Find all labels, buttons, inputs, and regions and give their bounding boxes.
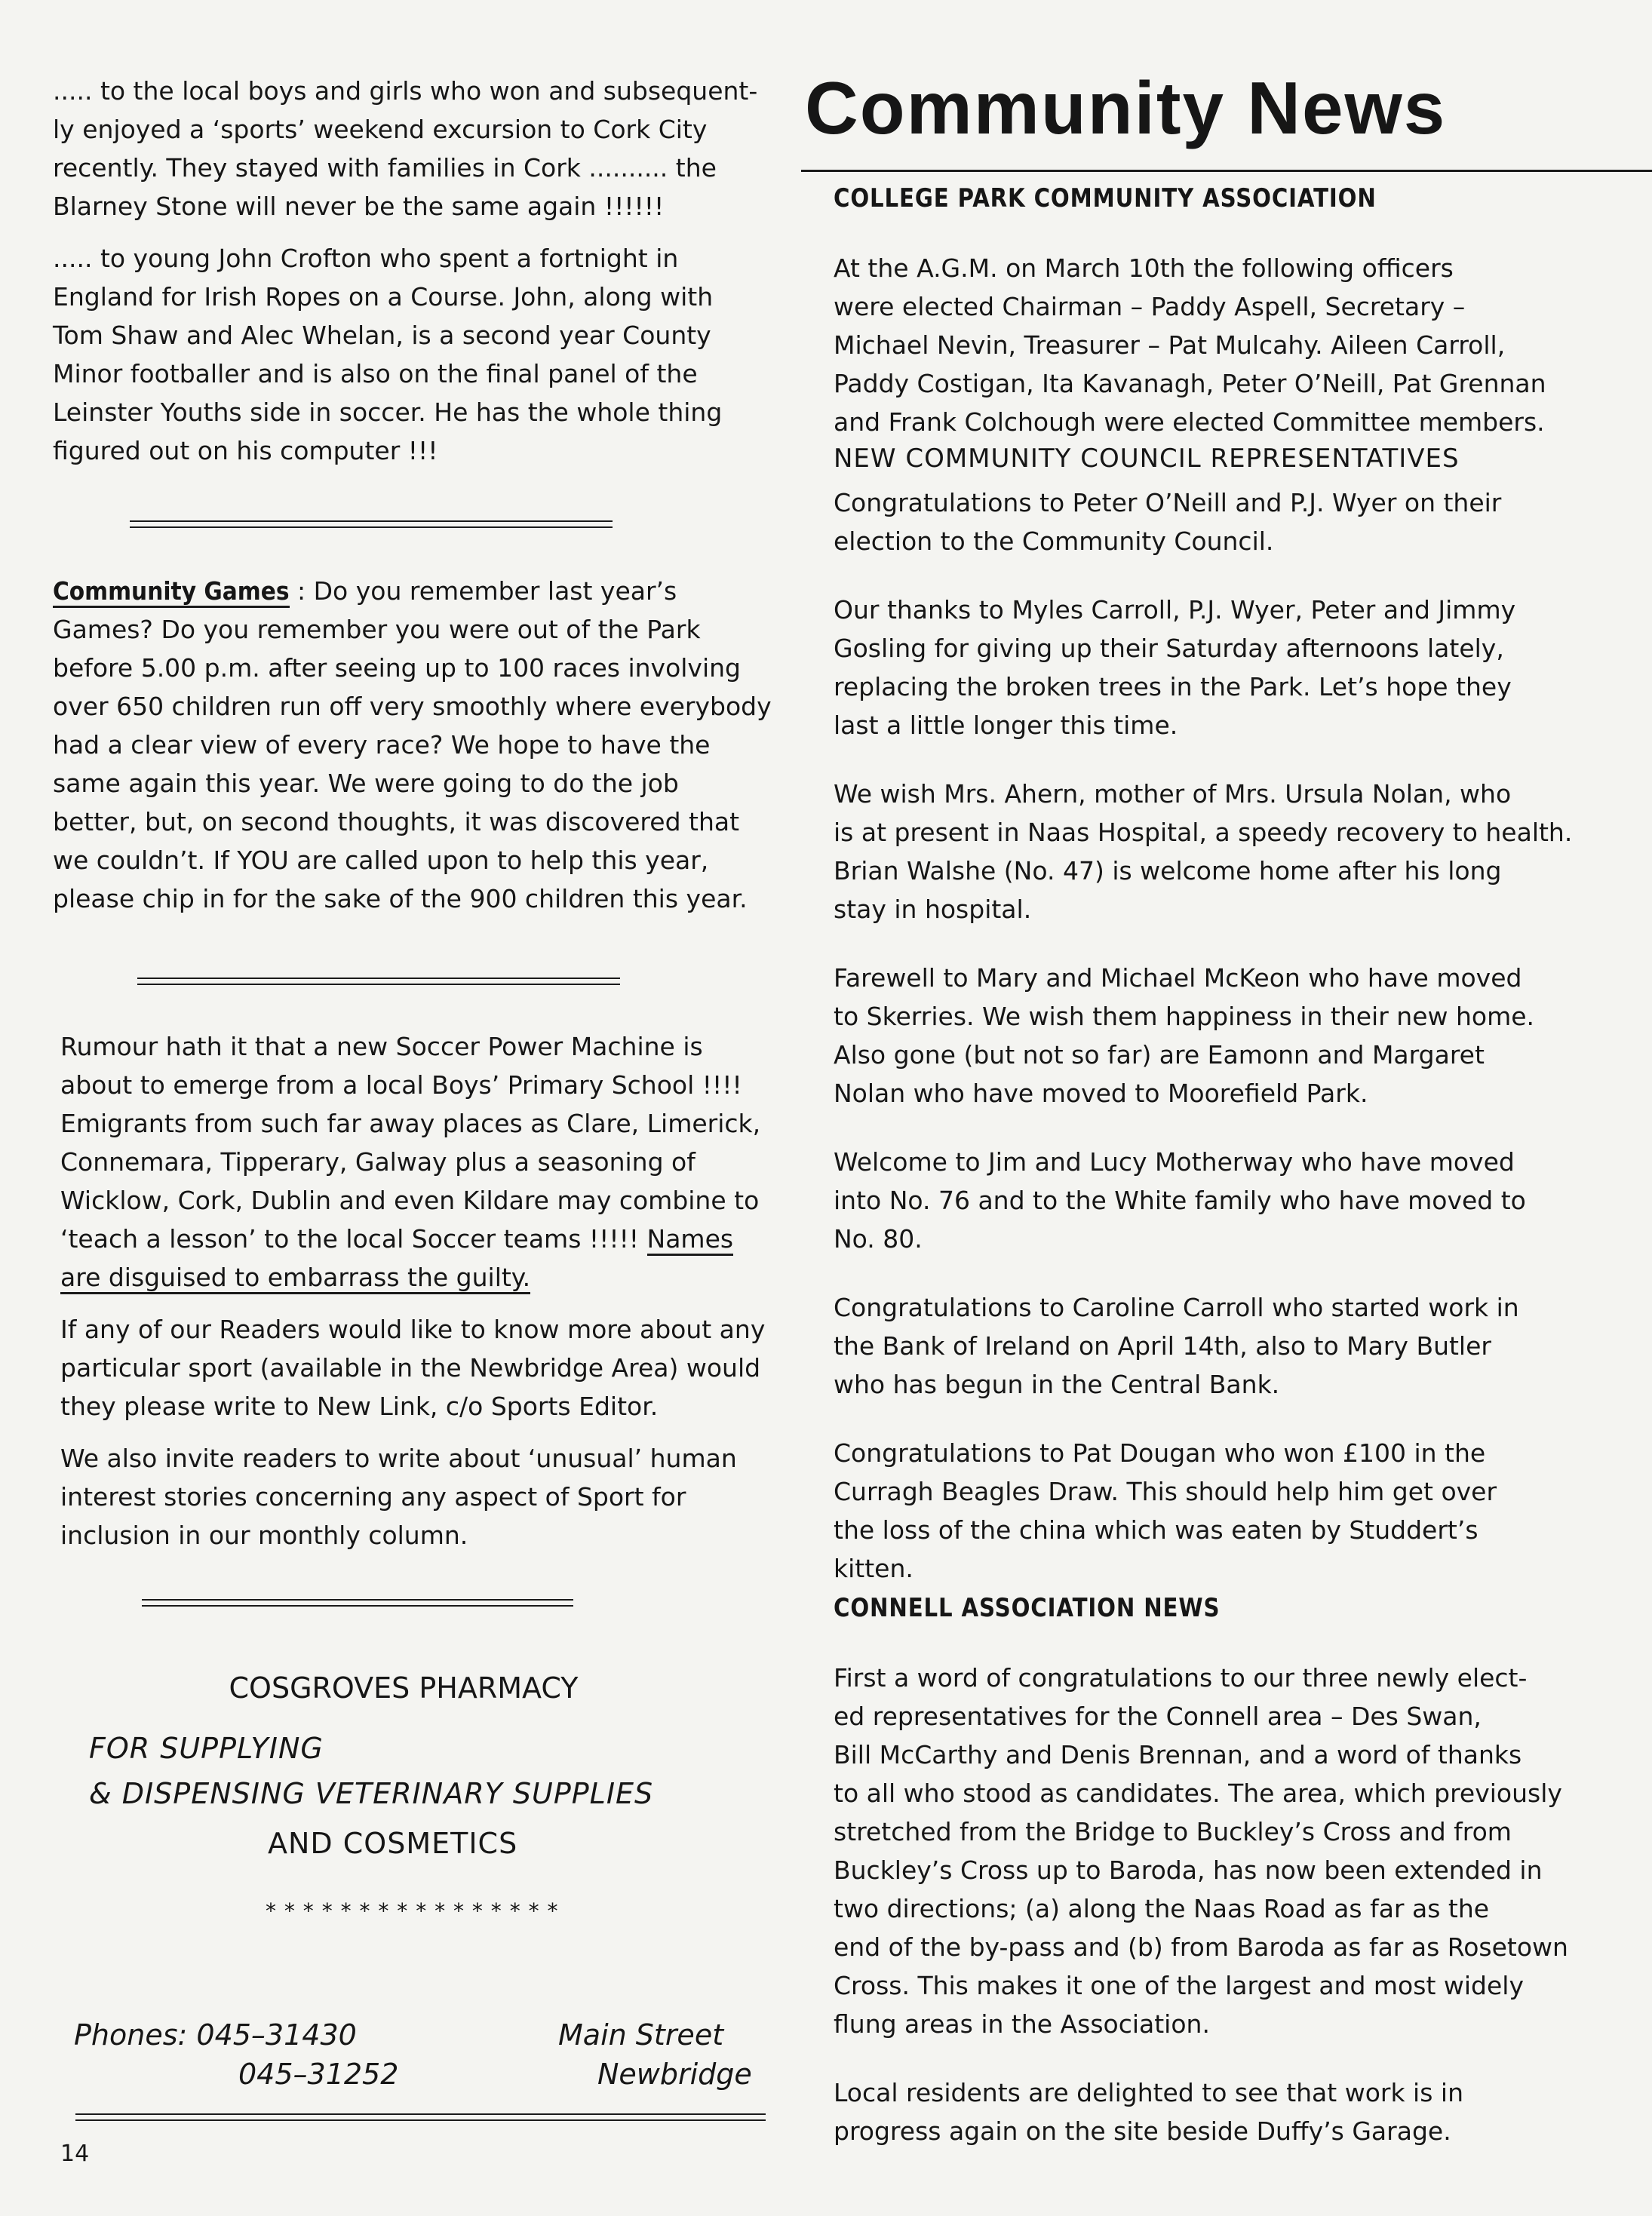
stars-separator: * * * * * * * * * * * * * * * *	[266, 1898, 559, 1923]
council-paragraph	[834, 483, 1618, 560]
new-job-paragraph	[834, 1288, 1618, 1404]
text-line: We wish Mrs. Ahern, mother of Mrs. Ursula Nolan, who	[834, 779, 1512, 809]
text-line: same again this year. We were going to do the job	[53, 769, 679, 798]
sports-excursion-paragraph	[53, 72, 800, 226]
readers-paragraph	[60, 1310, 807, 1426]
text-line: better, but, on second thoughts, it was discovered that	[53, 807, 740, 836]
community-games-paragraph	[53, 572, 800, 918]
text-line: to Skerries. We wish them happiness in their new home.	[834, 1002, 1535, 1031]
text-line: progress again on the site beside Duffy’s Garage.	[834, 2116, 1451, 2146]
left-column	[53, 72, 800, 470]
text-line: At the A.G.M. on March 10th the following officers	[834, 253, 1454, 283]
text-line: Games? Do you remember you were out of the Park	[53, 615, 701, 644]
text-line: had a clear view of every race? We hope to have the	[53, 730, 711, 760]
text-line: stay in hospital.	[834, 895, 1032, 924]
text-line	[53, 572, 800, 610]
text-line: Congratulations to Peter O’Neill and P.J. Wyer on their	[834, 488, 1502, 517]
phone-number: 045–31252	[238, 2058, 399, 2091]
divider	[142, 1599, 573, 1607]
text-line: to all who stood as candidates. The area, which previously	[834, 1779, 1562, 1808]
text-line: Congratulations to Caroline Carroll who started work in	[834, 1293, 1519, 1322]
text-line: about to emerge from a local Boys’ Primary School !!!!	[60, 1070, 742, 1100]
welcome-paragraph	[834, 1143, 1618, 1258]
text-line: Curragh Beagles Draw. This should help him get over	[834, 1477, 1497, 1506]
rumour-paragraph	[60, 1027, 807, 1297]
ad-line: AND COSMETICS	[268, 1827, 518, 1860]
ad-line: FOR SUPPLYING	[89, 1732, 324, 1765]
text-line: flung areas in the Association.	[834, 2009, 1210, 2039]
text-line: Brian Walshe (No. 47) is welcome home after his long	[834, 856, 1502, 885]
text-line: Connemara, Tipperary, Galway plus a seasoning of	[60, 1147, 695, 1177]
text-line: we couldn’t. If YOU are called upon to help this year,	[53, 846, 709, 875]
text-line: particular sport (available in the Newbridge Area) would	[60, 1353, 761, 1383]
farewell-paragraph	[834, 959, 1618, 1113]
text-line: they please write to New Link, c/o Sports Editor.	[60, 1392, 659, 1421]
text-line: last a little longer this time.	[834, 711, 1178, 740]
page-number: 14	[60, 2141, 90, 2167]
phones-line	[74, 2015, 398, 2094]
text-line: England for Irish Ropes on a Course. John, along with	[53, 282, 714, 312]
text-line	[60, 1258, 807, 1297]
john-crofton-paragraph	[53, 239, 800, 470]
right-column	[834, 181, 1618, 2150]
text-line: Michael Nevin, Treasurer – Pat Mulcahy. Aileen Carroll,	[834, 330, 1506, 360]
text-line: ..... to the local boys and girls who won and subsequent-	[53, 76, 758, 106]
ad-line: & DISPENSING VETERINARY SUPPLIES	[89, 1777, 654, 1810]
invite-paragraph	[60, 1439, 807, 1555]
section-heading: CONNELL ASSOCIATION NEWS	[834, 1593, 1221, 1623]
text-line: Also gone (but not so far) are Eamonn and Margaret	[834, 1040, 1485, 1070]
text-line: inclusion in our monthly column.	[60, 1521, 468, 1550]
text-line: Buckley’s Cross up to Baroda, has now been extended in	[834, 1855, 1543, 1885]
text-span: ‘teach a lesson’ to the local Soccer teams !!!!!	[60, 1224, 647, 1254]
address-town: Newbridge	[597, 2058, 752, 2091]
text-line: interest stories concerning any aspect of Sport for	[60, 1482, 686, 1512]
text-line: kitten.	[834, 1554, 914, 1583]
underlined-text: Names	[647, 1224, 734, 1256]
section-subheading: NEW COMMUNITY COUNCIL REPRESENTATIVES	[834, 444, 1460, 474]
text-line: Gosling for giving up their Saturday afternoons lately,	[834, 634, 1504, 663]
address	[558, 2015, 752, 2094]
text-line: ..... to young John Crofton who spent a fortnight in	[53, 244, 679, 273]
text-line: First a word of congratulations to our three newly elect-	[834, 1663, 1528, 1693]
text-line: figured out on his computer !!!	[53, 436, 438, 465]
get-well-paragraph	[834, 775, 1618, 928]
text-line: Rumour hath it that a new Soccer Power Machine is	[60, 1032, 703, 1061]
connell-paragraph	[834, 1659, 1618, 2043]
text-line: Local residents are delighted to see that work is in	[834, 2078, 1463, 2107]
text-line: two directions; (a) along the Naas Road as far as the	[834, 1894, 1490, 1923]
text-line: before 5.00 p.m. after seeing up to 100 races involving	[53, 653, 741, 683]
text-line: If any of our Readers would like to know more about any	[60, 1315, 766, 1344]
text-line: Leinster Youths side in soccer. He has the whole thing	[53, 397, 723, 427]
text-span: : Do you remember last year’s	[289, 576, 677, 606]
text-line: Nolan who have moved to Moorefield Park.	[834, 1079, 1368, 1108]
text-line: replacing the broken trees in the Park. Let’s hope they	[834, 672, 1512, 701]
divider	[75, 2113, 766, 2121]
underlined-text: are disguised to embarrass the guilty.	[60, 1263, 530, 1294]
pharmacy-name: COSGROVES PHARMACY	[229, 1671, 579, 1705]
text-line: ed representatives for the Connell area – Des Swan,	[834, 1702, 1482, 1731]
title-rule	[801, 170, 1652, 172]
draw-winner-paragraph	[834, 1434, 1618, 1588]
text-line: We also invite readers to write about ‘unusual’ human	[60, 1444, 737, 1473]
text-line: Wicklow, Cork, Dublin and even Kildare may combine to	[60, 1186, 760, 1215]
text-line: please chip in for the sake of the 900 children this year.	[53, 884, 748, 913]
text-line: Bill McCarthy and Denis Brennan, and a word of thanks	[834, 1740, 1522, 1769]
text-line: and Frank Colchough were elected Committee members.	[834, 407, 1545, 437]
text-line: Welcome to Jim and Lucy Motherway who have moved	[834, 1147, 1515, 1177]
agm-paragraph	[834, 249, 1618, 441]
community-games-heading: Community Games	[53, 576, 290, 608]
text-line: end of the by-pass and (b) from Baroda as far as Rosetown	[834, 1932, 1568, 1962]
text-line: is at present in Naas Hospital, a speedy recovery to health.	[834, 818, 1573, 847]
text-line: Cross. This makes it one of the largest and most widely	[834, 1971, 1524, 2000]
address-street: Main Street	[558, 2018, 724, 2052]
phone-number: Phones: 045–31430	[74, 2018, 357, 2052]
text-line: Paddy Costigan, Ita Kavanagh, Peter O’Neill, Pat Grennan	[834, 369, 1546, 398]
text-line: Blarney Stone will never be the same again !!!!!!	[53, 192, 665, 221]
text-line: Our thanks to Myles Carroll, P.J. Wyer, Peter and Jimmy	[834, 595, 1516, 625]
text-line: No. 80.	[834, 1224, 923, 1254]
text-line: the Bank of Ireland on April 14th, also to Mary Butler	[834, 1331, 1491, 1361]
text-line: Congratulations to Pat Dougan who won £100 in the	[834, 1438, 1486, 1468]
text-line: ly enjoyed a ‘sports’ weekend excursion to Cork City	[53, 115, 708, 144]
text-line: the loss of the china which was eaten by Studdert’s	[834, 1515, 1479, 1545]
text-line: Tom Shaw and Alec Whelan, is a second year County	[53, 321, 711, 350]
text-line: stretched from the Bridge to Buckley’s Cross and from	[834, 1817, 1512, 1846]
soccer-section	[60, 1027, 807, 1555]
text-line: who has begun in the Central Bank.	[834, 1370, 1280, 1399]
page-title: Community News	[805, 66, 1447, 149]
text-line: Farewell to Mary and Michael McKeon who have moved	[834, 963, 1522, 993]
residents-paragraph	[834, 2073, 1618, 2150]
text-line: Emigrants from such far away places as Clare, Limerick,	[60, 1109, 761, 1138]
thanks-paragraph	[834, 591, 1618, 744]
text-line: election to the Community Council.	[834, 526, 1274, 556]
text-line: over 650 children run off very smoothly where everybody	[53, 692, 772, 721]
text-line: into No. 76 and to the White family who have moved to	[834, 1186, 1526, 1215]
text-line	[60, 1220, 807, 1258]
pharmacy-advert	[53, 1665, 800, 1934]
text-line: recently. They stayed with families in Cork .......... the	[53, 153, 717, 183]
text-line: Minor footballer and is also on the final panel of the	[53, 359, 698, 388]
divider	[130, 520, 613, 528]
section-heading: COLLEGE PARK COMMUNITY ASSOCIATION	[834, 183, 1377, 213]
text-line: were elected Chairman – Paddy Aspell, Secretary –	[834, 292, 1466, 321]
divider	[137, 978, 620, 985]
